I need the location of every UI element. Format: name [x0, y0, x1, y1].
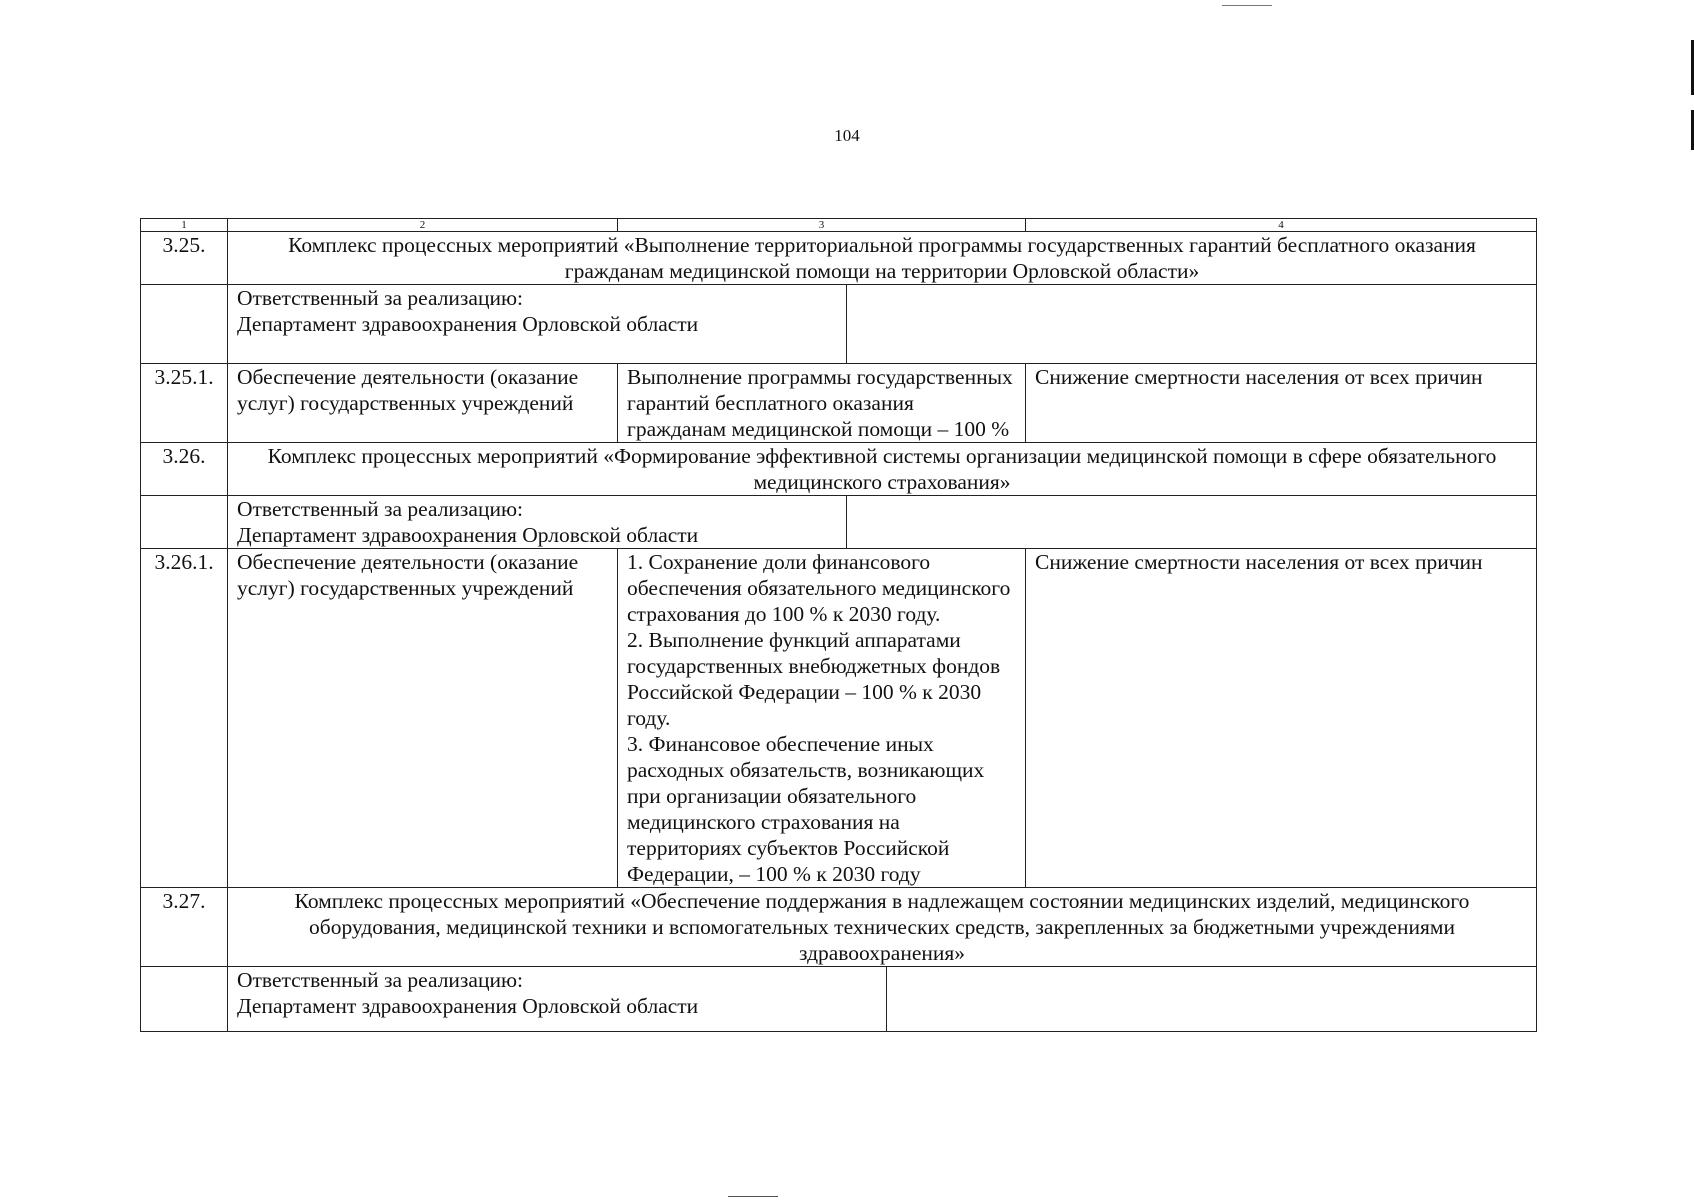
section-header-row	[141, 443, 1537, 496]
measure-task: Обеспечение деятельности (оказание услуг) государственных учреждений	[228, 364, 618, 443]
section-title: Комплекс процессных мероприятий «Выполнение территориальной программы государственных гарантий бесплатного оказания гражданам медицинской помощи на территории Орловской области»	[228, 232, 1537, 285]
column-number: 1	[141, 219, 228, 232]
column-number-row	[141, 219, 1537, 232]
section-number: 3.25.	[141, 232, 228, 285]
responsible-org: Департамент здравоохранения Орловской области	[237, 994, 699, 1018]
responsible-label: Ответственный за реализацию:	[237, 286, 524, 310]
section-title: Комплекс процессных мероприятий «Обеспечение поддержания в надлежащем состоянии медицинских изделий, медицинского оборудования, медицинской техники и вспомогательных технических средств, закрепленных за бюджетными учреждениями здравоохранения»	[228, 888, 1537, 967]
responsible-cell	[228, 285, 1537, 364]
measure-row	[141, 549, 1537, 888]
measure-number: 3.25.1.	[141, 364, 228, 443]
measure-task: Обеспечение деятельности (оказание услуг) государственных учреждений	[228, 549, 618, 888]
page-number: 104	[834, 126, 860, 145]
measure-result: Выполнение программы государственных гарантий бесплатного оказания гражданам медицинской помощи – 100 %	[618, 364, 1026, 443]
responsible-org: Департамент здравоохранения Орловской области	[237, 312, 699, 336]
measures-table	[140, 218, 1537, 1032]
responsible-cell	[228, 967, 1537, 1032]
responsible-label: Ответственный за реализацию:	[237, 497, 524, 521]
scan-mark-top	[1222, 5, 1272, 6]
responsible-cell	[228, 496, 1537, 549]
empty-cell	[847, 285, 1537, 363]
scan-mark-bottom	[728, 1196, 778, 1197]
empty-cell	[141, 967, 228, 1032]
measure-goal: Снижение смертности населения от всех причин	[1026, 549, 1537, 888]
column-number: 2	[228, 219, 618, 232]
measure-row	[141, 364, 1537, 443]
section-number: 3.26.	[141, 443, 228, 496]
section-header-row	[141, 888, 1537, 967]
empty-cell	[141, 496, 228, 549]
column-number: 4	[1026, 219, 1537, 232]
measure-result: 1. Сохранение доли финансового обеспечения обязательного медицинского страхования до 100 % к 2030 году. 2. Выполнение функций аппаратами государственных внебюджетных фондов Российской Федерации – 100 % к 2030 году. 3. Финансовое обеспечение иных расходных обязательств, возникающих при организации обязательного медицинского страхования на территориях субъектов Российской Федерации, – 100 % к 2030 году	[618, 549, 1026, 888]
column-number: 3	[618, 219, 1026, 232]
section-number: 3.27.	[141, 888, 228, 967]
responsible-row	[141, 496, 1537, 549]
measure-goal: Снижение смертности населения от всех причин	[1026, 364, 1537, 443]
empty-cell	[887, 967, 1537, 1031]
responsible-org: Департамент здравоохранения Орловской области	[237, 523, 699, 547]
responsible-row	[141, 967, 1537, 1032]
section-header-row	[141, 232, 1537, 285]
responsible-label: Ответственный за реализацию:	[237, 968, 524, 992]
section-title: Комплекс процессных мероприятий «Формирование эффективной системы организации медицинской помощи в сфере обязательного медицинского страхования»	[228, 443, 1537, 496]
measure-number: 3.26.1.	[141, 549, 228, 888]
empty-cell	[141, 285, 228, 364]
empty-cell	[847, 496, 1537, 548]
responsible-row	[141, 285, 1537, 364]
